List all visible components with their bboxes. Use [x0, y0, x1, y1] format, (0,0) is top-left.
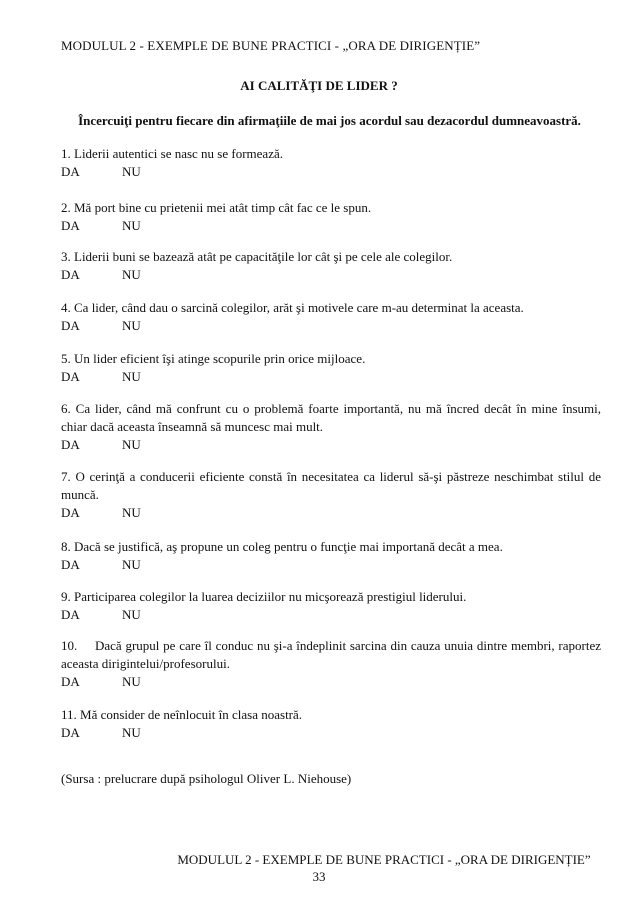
- answer-nu[interactable]: NU: [122, 557, 141, 572]
- answer-da[interactable]: DA: [61, 369, 80, 384]
- answer-options: [61, 724, 601, 742]
- question-text: 4. Ca lider, când dau o sarcină colegilor, arăt şi motivele care m-au determinat la aceasta.: [61, 300, 524, 315]
- answer-options: [61, 673, 601, 691]
- question-text: 1. Liderii autentici se nasc nu se formează.: [61, 146, 283, 161]
- page-footer: [0, 851, 638, 885]
- answer-da[interactable]: DA: [61, 674, 80, 689]
- answer-options: [61, 317, 601, 335]
- question-number: 10.: [61, 638, 78, 653]
- question-text: 6. Ca lider, când mă confrunt cu o problemă foarte importantă, nu mă încred decât în mine însumi, chiar dacă aceasta înseamnă să muncesc mai mult.: [61, 401, 601, 434]
- question-3: [61, 248, 601, 284]
- answer-da[interactable]: DA: [61, 725, 80, 740]
- question-7: [61, 468, 601, 522]
- question-text: 9. Participarea colegilor la luarea deciziilor nu micşorează prestigiul liderului.: [61, 589, 467, 604]
- answer-options: [61, 436, 601, 454]
- answer-options: [61, 266, 601, 284]
- question-body: Dacă grupul pe care îl conduc nu şi-a îndeplinit sarcina din cauza unuia dintre membri, raportez aceasta dirigintelui/profesorului.: [61, 638, 601, 671]
- answer-nu[interactable]: NU: [122, 318, 141, 333]
- answer-da[interactable]: DA: [61, 218, 80, 233]
- footer-text: MODULUL 2 - EXEMPLE DE BUNE PRACTICI - „ORA DE DIRIGENȚIE”: [177, 852, 591, 867]
- question-9: [61, 588, 601, 624]
- page-number: 33: [312, 869, 326, 884]
- answer-da[interactable]: DA: [61, 505, 80, 520]
- answer-nu[interactable]: NU: [122, 505, 141, 520]
- answer-nu[interactable]: NU: [122, 164, 141, 179]
- answer-da[interactable]: DA: [61, 557, 80, 572]
- answer-nu[interactable]: NU: [122, 437, 141, 452]
- answer-nu[interactable]: NU: [122, 267, 141, 282]
- answer-nu[interactable]: NU: [122, 674, 141, 689]
- answer-da[interactable]: DA: [61, 164, 80, 179]
- instructions: Încercuiţi pentru fiecare din afirmaţiile de mai jos acordul sau dezacordul dumneavoastră.: [78, 113, 581, 128]
- answer-options: [61, 163, 601, 181]
- answer-nu[interactable]: NU: [122, 725, 141, 740]
- answer-nu[interactable]: NU: [122, 369, 141, 384]
- answer-options: [61, 606, 601, 624]
- page-header: MODULUL 2 - EXEMPLE DE BUNE PRACTICI - „ORA DE DIRIGENȚIE”: [61, 38, 481, 53]
- question-8: [61, 538, 601, 574]
- question-10: [61, 637, 601, 691]
- answer-da[interactable]: DA: [61, 607, 80, 622]
- answer-options: [61, 556, 601, 574]
- question-text: 7. O cerinţă a conducerii eficiente constă în necesitatea ca liderul să-şi păstreze neschimbat stilul de muncă.: [61, 469, 601, 502]
- question-6: [61, 400, 601, 454]
- answer-options: [61, 504, 601, 522]
- question-2: [61, 199, 601, 235]
- answer-options: [61, 217, 601, 235]
- question-text: 5. Un lider eficient îşi atinge scopurile prin orice mijloace.: [61, 351, 366, 366]
- answer-da[interactable]: DA: [61, 267, 80, 282]
- answer-nu[interactable]: NU: [122, 218, 141, 233]
- question-1: [61, 145, 601, 181]
- question-11: [61, 706, 601, 742]
- question-text: [61, 637, 601, 673]
- answer-da[interactable]: DA: [61, 318, 80, 333]
- page-title: AI CALITĂŢI DE LIDER ?: [240, 78, 398, 93]
- answer-da[interactable]: DA: [61, 437, 80, 452]
- question-text: 11. Mă consider de neînlocuit în clasa noastră.: [61, 707, 303, 722]
- question-text: 8. Dacă se justifică, aş propune un coleg pentru o funcţie mai importană decât a mea.: [61, 539, 503, 554]
- question-5: [61, 350, 601, 386]
- answer-nu[interactable]: NU: [122, 607, 141, 622]
- source-note: (Sursa : prelucrare după psihologul Oliver L. Niehouse): [61, 771, 352, 786]
- answer-options: [61, 368, 601, 386]
- question-text: 3. Liderii buni se bazează atât pe capacităţile lor cât şi pe cele ale colegilor.: [61, 249, 453, 264]
- question-text: 2. Mă port bine cu prietenii mei atât timp cât fac ce le spun.: [61, 200, 372, 215]
- question-4: [61, 299, 601, 335]
